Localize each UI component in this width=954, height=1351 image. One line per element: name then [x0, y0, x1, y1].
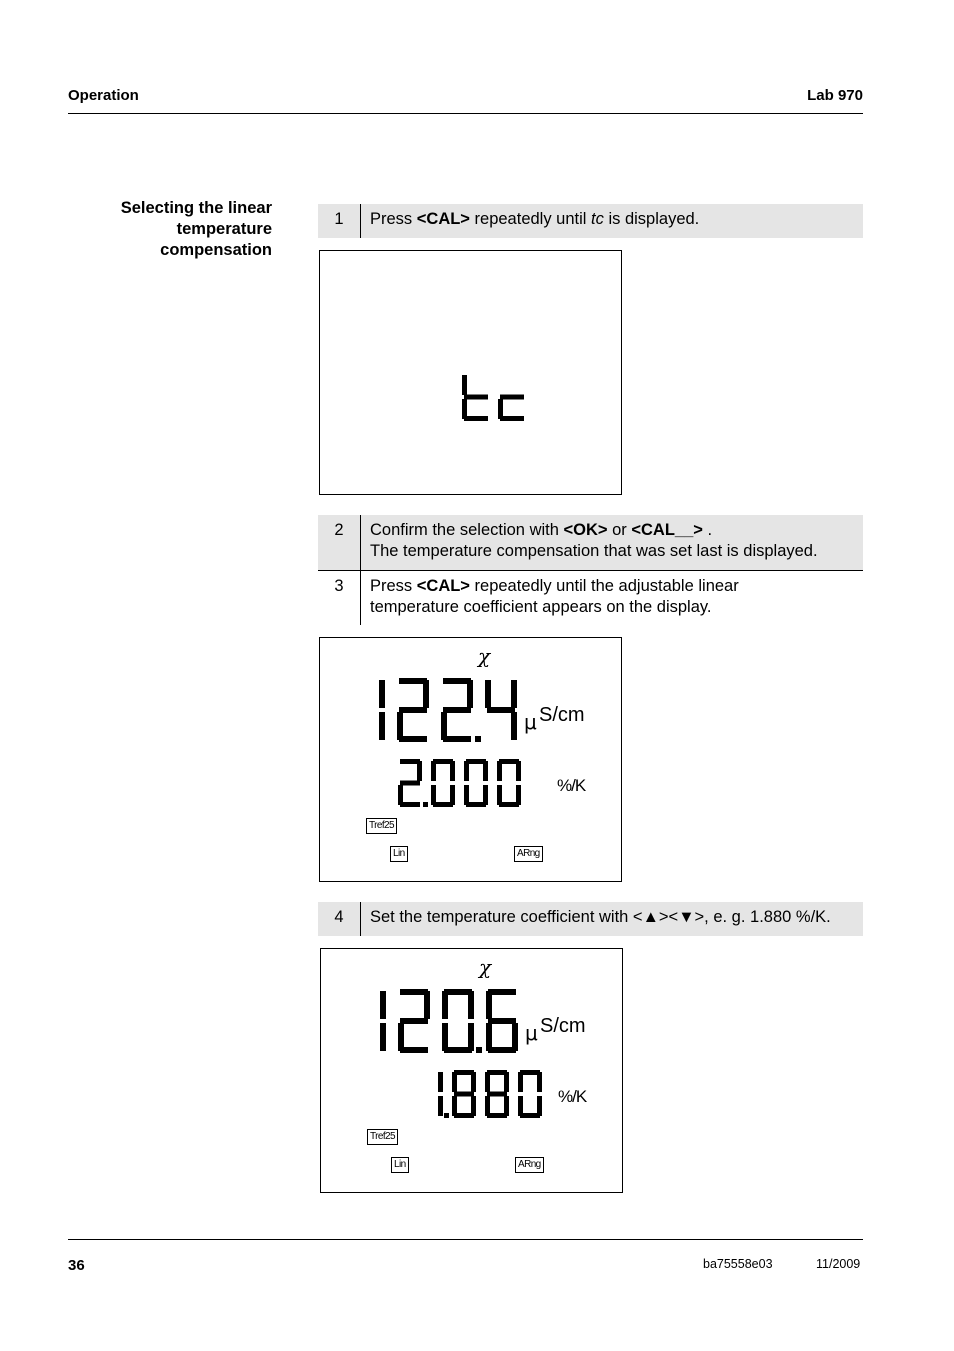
- segment-b: [537, 1072, 542, 1092]
- step-text: Press <CAL> repeatedly until the adjustable linear temperature coefficient appears on the display.: [370, 577, 739, 616]
- section-heading: Selecting the linear temperature compensation: [120, 199, 272, 259]
- segment-f: [431, 761, 436, 781]
- segment-f: [518, 1072, 523, 1092]
- segment-b: [438, 1072, 443, 1092]
- step-4: [318, 902, 863, 936]
- step-2: [318, 515, 863, 571]
- segment-digit: [498, 395, 524, 422]
- step-3: [318, 571, 863, 625]
- segment-d: [500, 416, 524, 421]
- tag-lin: Lin: [390, 846, 408, 862]
- segment-e: [452, 1096, 457, 1116]
- tag-arng: ARng: [515, 1157, 544, 1173]
- segment-f: [497, 761, 502, 781]
- segment-b: [471, 1072, 476, 1092]
- segment-digit: [462, 375, 488, 421]
- tag-tref25: Tref25: [367, 1129, 398, 1145]
- segment-digit: [431, 759, 455, 807]
- unit-prefix: μ: [524, 710, 537, 734]
- segment-digit: [497, 759, 521, 807]
- segment-digit: [438, 1072, 443, 1116]
- step-number: 2: [318, 515, 361, 571]
- segment-decimal-point: [423, 802, 428, 807]
- footer-rule: [68, 1239, 863, 1240]
- segment-digit: [518, 1070, 542, 1118]
- segment-readout: [320, 251, 623, 496]
- segment-f: [464, 761, 469, 781]
- segment-digit: [485, 1070, 509, 1118]
- segment-b: [504, 1072, 509, 1092]
- segment-f: [485, 1072, 490, 1092]
- document-id: ba75558e03: [703, 1257, 773, 1271]
- segment-digit: [464, 759, 488, 807]
- segment-e: [485, 1096, 490, 1116]
- segment-e: [464, 785, 469, 805]
- step-text: Set the temperature coefficient with <▲><▼>, e. g. 1.880 %/K.: [370, 908, 831, 926]
- lcd-display-tc: [319, 250, 622, 495]
- header-product-name: Lab 970: [807, 87, 863, 104]
- segment-g: [487, 1092, 507, 1097]
- step-text: Confirm the selection with <OK> or <CAL__> . The temperature compensation that was set last is displayed.: [370, 521, 818, 560]
- segment-d: [464, 416, 488, 421]
- header-section-title: Operation: [68, 87, 139, 104]
- unit-secondary: %/K: [558, 1087, 587, 1106]
- unit-secondary: %/K: [557, 776, 586, 795]
- segment-g: [400, 781, 420, 786]
- lcd-display-conductivity: [319, 637, 622, 882]
- tag-lin: Lin: [391, 1157, 409, 1173]
- segment-g: [454, 1092, 474, 1097]
- segment-digit: [452, 1070, 476, 1118]
- segment-digit: [398, 759, 422, 807]
- conductivity-symbol: χ: [478, 644, 491, 668]
- conductivity-symbol: χ: [479, 955, 492, 979]
- segment-f: [462, 375, 467, 395]
- step-number: 1: [318, 204, 361, 238]
- segment-b: [516, 761, 521, 781]
- segment-d: [400, 802, 420, 807]
- step-1: [318, 204, 863, 238]
- segment-e: [431, 785, 436, 805]
- document-date: 11/2009: [816, 1257, 861, 1271]
- step-number: 4: [318, 902, 361, 936]
- segment-decimal-point: [444, 1113, 449, 1118]
- segment-c: [438, 1096, 443, 1116]
- segment-b: [483, 761, 488, 781]
- header-rule: [68, 113, 863, 114]
- step-text: Press <CAL> repeatedly until tc is displayed.: [370, 210, 700, 228]
- lcd-display-adjusted: [320, 948, 623, 1193]
- tag-tref25: Tref25: [366, 818, 397, 834]
- unit-main: S/cm: [540, 1015, 586, 1037]
- tag-arng: ARng: [514, 846, 543, 862]
- segment-readout-secondary: [320, 638, 623, 883]
- step-number: 3: [318, 571, 361, 625]
- segment-g: [500, 395, 524, 400]
- page-number: 36: [68, 1257, 85, 1274]
- segment-g: [464, 395, 488, 400]
- segment-b: [450, 761, 455, 781]
- segment-e: [518, 1096, 523, 1116]
- segment-readout-secondary: [321, 949, 624, 1194]
- unit-main: S/cm: [539, 704, 585, 726]
- segment-e: [497, 785, 502, 805]
- unit-prefix: μ: [525, 1021, 538, 1045]
- segment-b: [417, 761, 422, 781]
- segment-f: [452, 1072, 457, 1092]
